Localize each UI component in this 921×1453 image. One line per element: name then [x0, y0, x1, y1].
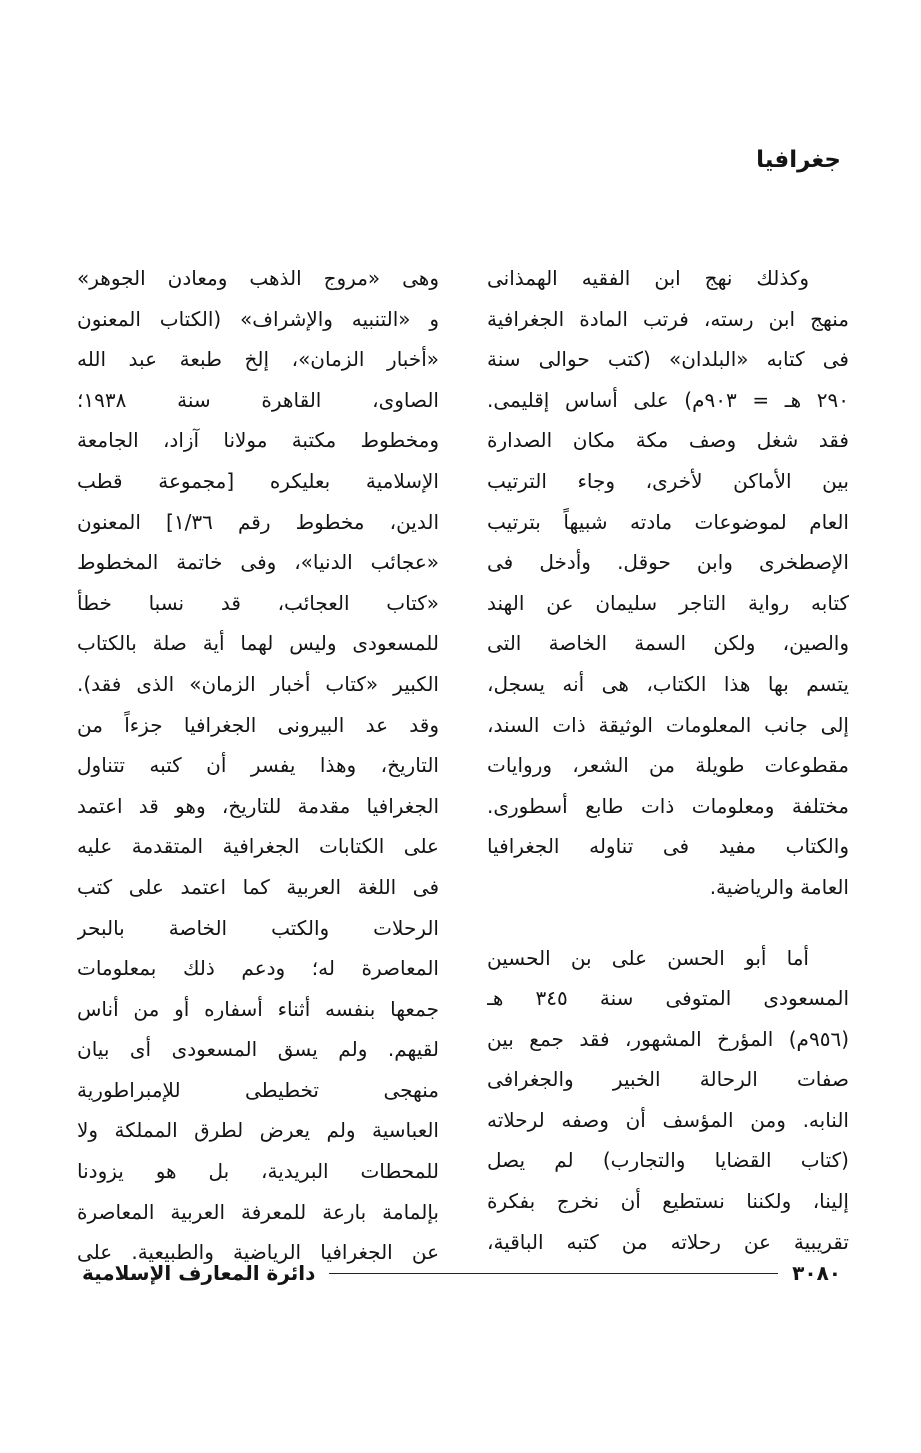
- text-line: مقطوعات طويلة من الشعر، وروايات: [487, 753, 849, 778]
- text-line: على الكتابات الجغرافية المتقدمة عليه: [77, 834, 439, 859]
- text-line: التاريخ، وهذا يفسر أن كتبه تتناول: [77, 753, 439, 778]
- text-line: الرحلات والكتب الخاصة بالبحر: [77, 915, 439, 940]
- text-line: الإسلامية بعليكره [مجموعة قطب: [77, 468, 439, 493]
- text-line: منهج ابن رسته، فرتب المادة الجغرافية: [487, 306, 849, 331]
- text-line: فقد شغل وصف مكة مكان الصدارة: [487, 428, 849, 453]
- text-line: ومخطوط مكتبة مولانا آزاد، الجامعة: [77, 428, 439, 453]
- text-line: جمعها بنفسه أثناء أسفاره أو من أناس: [77, 996, 439, 1021]
- text-line: الدين، مخطوط رقم ١/٣٦] المعنون: [77, 509, 439, 534]
- paragraph-gap: [487, 908, 849, 938]
- text-line: تقريبية عن رحلاته من كتبه الباقية،: [487, 1229, 849, 1254]
- text-line: وكذلك نهج ابن الفقيه الهمذانى: [487, 266, 809, 290]
- text-line: المسعودى المتوفى سنة ٣٤٥ هـ: [487, 986, 849, 1011]
- page-number: ٣٠٨٠: [792, 1261, 841, 1285]
- text-line: بإلمامة بارعة للمعرفة العربية المعاصرة: [77, 1199, 439, 1224]
- text-line: فى كتابه «البلدان» (كتب حوالى سنة: [487, 347, 849, 372]
- text-line: «كتاب العجائب، قد نسبا خطأ: [77, 590, 439, 615]
- text-line: فى اللغة العربية كما اعتمد على كتب: [77, 874, 439, 899]
- left-column: [77, 258, 439, 1273]
- text-line: إلى جانب المعلومات الوثيقة ذات السند،: [487, 712, 849, 737]
- text-line: و «التنبيه والإشراف» (الكتاب المعنون: [77, 306, 439, 331]
- text-line: منهجى تخطيطى للإمبراطورية: [77, 1077, 439, 1102]
- text-line: يتسم بها هذا الكتاب، هى أنه يسجل،: [487, 671, 849, 696]
- text-line: للمسعودى وليس لهما أية صلة بالكتاب: [77, 631, 439, 656]
- paragraph-1: [487, 258, 849, 908]
- text-line: (كتاب القضايا والتجارب) لم يصل: [487, 1148, 849, 1173]
- text-line: أما أبو الحسن على بن الحسين: [487, 945, 809, 970]
- page-footer: [82, 1256, 841, 1290]
- paragraph-2: [487, 938, 849, 1263]
- text-line: الكبير «كتاب أخبار الزمان» الذى فقد).: [77, 671, 439, 696]
- running-title: جغرافيا: [756, 147, 841, 173]
- text-line: العامة والرياضية.: [709, 874, 849, 899]
- text-line: النابه. ومن المؤسف أن وصفه لرحلاته: [487, 1107, 849, 1132]
- text-line: وقد عد البيرونى الجغرافيا جزءاً من: [77, 712, 439, 737]
- text-line: كتابه رواية التاجر سليمان عن الهند: [487, 590, 849, 615]
- text-line: إلينا، ولكننا نستطيع أن نخرج بفكرة: [487, 1189, 849, 1214]
- text-line: والصين، ولكن السمة الخاصة التى: [487, 631, 849, 656]
- text-line: مختلفة ومعلومات ذات طابع أسطورى.: [487, 793, 849, 818]
- text-line: الجغرافيا مقدمة للتاريخ، وهو قد اعتمد: [77, 793, 439, 818]
- text-line: صفات الرحالة الخبير والجغرافى: [487, 1067, 849, 1092]
- text-line: للمحطات البريدية، بل هو يزودنا: [77, 1159, 439, 1184]
- text-line: الإصطخرى وابن حوقل. وأدخل فى: [487, 550, 849, 575]
- text-line: بين الأماكن لأخرى، وجاء الترتيب: [487, 468, 849, 493]
- text-line: (٩٥٦م) المؤرخ المشهور، فقد جمع بين: [487, 1026, 849, 1051]
- text-line: ٢٩٠ هـ = ٩٠٣م) على أساس إقليمى.: [487, 387, 849, 412]
- text-line: العباسية ولم يعرض لطرق المملكة ولا: [77, 1118, 439, 1143]
- right-column: [487, 258, 849, 1262]
- text-line: «عجائب الدنيا»، وفى خاتمة المخطوط: [77, 550, 439, 575]
- text-line: الصاوى، القاهرة سنة ١٩٣٨؛: [77, 387, 439, 412]
- journal-name: دائرة المعارف الإسلامية: [82, 1261, 316, 1285]
- footer-rule: [329, 1273, 778, 1274]
- text-line: والكتاب مفيد فى تناوله الجغرافيا: [487, 834, 849, 859]
- text-line: «أخبار الزمان»، إلخ طبعة عبد الله: [77, 347, 439, 372]
- text-line: عن الجغرافيا الرياضية والطبيعية. على: [77, 1240, 439, 1265]
- text-line: وهى «مروج الذهب ومعادن الجوهر»: [77, 266, 439, 290]
- text-line: العام لموضوعات مادته شبيهاً بترتيب: [487, 509, 849, 534]
- text-line: المعاصرة له؛ ودعم ذلك بمعلومات: [77, 956, 439, 981]
- text-line: لقيهم. ولم يسق المسعودى أى بيان: [77, 1037, 439, 1062]
